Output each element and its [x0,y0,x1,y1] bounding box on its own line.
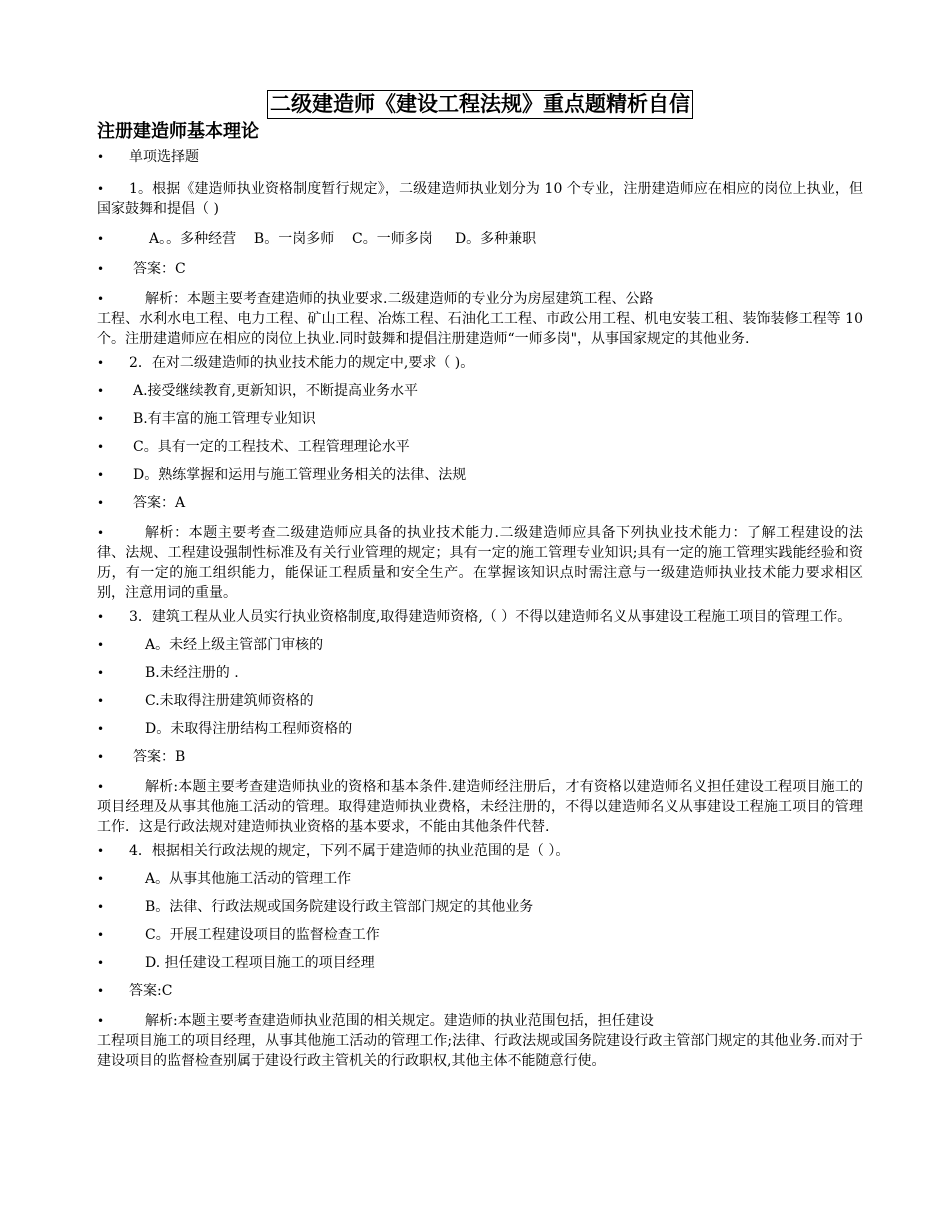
paragraph [97,747,863,767]
paragraph-text: C.未取得注册建筑师资格的 [145,693,314,709]
paragraph-text: A。未经上级主管部门审核的 [145,637,324,653]
bullet-marker: • [97,844,105,858]
paragraph [97,1011,863,1071]
bullet-marker: • [97,928,105,942]
paragraph-text: B。法律、行政法规或国务院建设行政主管部门规定的其他业务 [145,899,534,915]
paragraph-text: 解析:本题主要考查建造师执业的资格和基本条件.建造师经注册后，才有资格以建造师名义担任建设工程项目施工的项目经理及从事其他施工活动的管理。取得建造师执业费格，未经注册的，不得以建造师名义从事建设工程施工项目的管理工作．这是行政法规对建造师执业资格的基本要求，不能由其他条件代替. [97,779,863,835]
bullet-marker: • [97,468,105,482]
bullet-marker: • [97,262,105,276]
bullet-marker: • [97,984,105,998]
bullet-marker: • [97,956,105,970]
paragraph-text: 解析：本题主要考查二级建造师应具备的执业技术能力.二级建造师应具备下列执业技术能力：了解工程建设的法律、法规、工程建设强制性标准及有关行业管理的规定；具有一定的施工管理专业知识;具有一定的施工管理实践能经验和资历，有一定的施工组织能力，能保证工程质量和安全生产。在掌握该知识点时需注意与一级建造师执业技术能力要求相区别，注意用词的重量。 [97,525,863,601]
bullet-marker: • [97,1014,105,1028]
paragraph-text: 答案：A [133,495,186,511]
paragraph-text: 答案：C [133,261,186,277]
document-title: 二级建造师《建设工程法规》重点题精析自信 [267,90,693,119]
bullet-marker: • [97,150,105,164]
paragraph-text: 3．建筑工程从业人员实行执业资格制度,取得建造师资格,（ ）不得以建造师名义从事建设工程施工项目的管理工作。 [129,609,852,625]
paragraph-text: 4．根据相关行政法规的规定，下列不属于建造师的执业范围的是（ ）。 [129,843,570,859]
title-wrap [97,90,863,119]
paragraph-text: B.有丰富的施工管理专业知识 [133,411,316,427]
bullet-marker: • [97,610,105,624]
document-page [97,90,863,1071]
paragraph-text: 1。根据《建造师执业资格制度暂行规定》，二级建造师执业划分为 10 个专业，注册建造师应在相应的岗位上执业，但国家鼓舞和提倡（ ) [97,181,863,217]
paragraph [97,353,863,373]
bullet-marker: • [97,872,105,886]
bullet-marker: • [97,900,105,914]
bullet-marker: • [97,412,105,426]
bullet-marker: • [97,232,105,246]
paragraph [97,841,863,861]
bullet-marker: • [97,384,105,398]
paragraph [97,981,863,1001]
paragraph [97,523,863,603]
paragraph [97,635,863,655]
paragraph [97,179,863,219]
bullet-marker: • [97,356,105,370]
paragraph [97,719,863,739]
paragraph-text: D。未取得注册结构工程师资格的 [145,721,353,737]
bullet-marker: • [97,526,105,540]
paragraph-text: 单项选择题 [129,149,199,165]
paragraph-text: 2．在对二级建造师的执业技术能力的规定中,要求（ )。 [129,355,475,371]
paragraph [97,869,863,889]
paragraph [97,289,863,349]
bullet-marker: • [97,292,105,306]
paragraph [97,229,863,249]
bullet-marker: • [97,694,105,708]
paragraph-text: 答案:C [129,983,173,999]
paragraph [97,493,863,513]
paragraph-text: C。具有一定的工程技术、工程管理理论水平 [133,439,410,455]
paragraph [97,437,863,457]
bullet-marker: • [97,750,105,764]
bullet-marker: • [97,638,105,652]
paragraph-text: D. 担任建设工程项目施工的项目经理 [145,955,375,971]
paragraph-text: D。熟练掌握和运用与施工管理业务相关的法律、法规 [133,467,467,483]
bullet-marker: • [97,182,105,196]
paragraph [97,465,863,485]
paragraph [97,381,863,401]
bullet-marker: • [97,666,105,680]
paragraph [97,259,863,279]
bullet-marker: • [97,722,105,736]
paragraph-continuation: 工程项目施工的项目经理，从事其他施工活动的管理工作;法律、行政法规或国务院建设行政主管部门规定的其他业务.而对于建设项目的监督检查别属于建设行政主管机关的行政职权,其他主体不能随意行使。 [97,1033,863,1069]
paragraph [97,953,863,973]
section-heading: 注册建造师基本理论 [97,121,259,142]
bullet-marker: • [97,780,105,794]
paragraph [97,925,863,945]
paragraph [97,691,863,711]
paragraph-list [97,147,863,1071]
paragraph [97,897,863,917]
paragraph [97,607,863,627]
paragraph-text: C。开展工程建设项目的监督检查工作 [145,927,380,943]
bullet-marker: • [97,440,105,454]
paragraph [97,147,863,167]
paragraph-text: A。。多种经营 B。一岗多师 C。一师多岗 D。多种兼职 [149,231,537,247]
paragraph [97,777,863,837]
bullet-marker: • [97,496,105,510]
paragraph-text: 解析：本题主要考查建造师的执业要求.二级建造师的专业分为房屋建筑工程、公路 [145,291,654,307]
paragraph-text: A。从事其他施工活动的管理工作 [145,871,352,887]
paragraph [97,409,863,429]
paragraph-text: A.接受继续教育,更新知识，不断提高业务水平 [133,383,419,399]
paragraph-text: 答案：B [133,749,186,765]
paragraph [97,663,863,683]
paragraph-text: 解析:本题主要考查建造师执业范围的相关规定。建造师的执业范围包括，担任建设 [145,1013,654,1029]
paragraph-text: B.未经注册的 . [145,665,239,681]
paragraph-continuation: 工程、水利水电工程、电力工程、矿山工程、冶炼工程、石油化工工程、市政公用工程、机电安装工租、装饰装修工程等 10 个。注册建遣师应在相应的岗位上执业.同时鼓舞和提倡注册建造师“一师多岗"，从事国家规定的其他业务. [97,311,863,347]
